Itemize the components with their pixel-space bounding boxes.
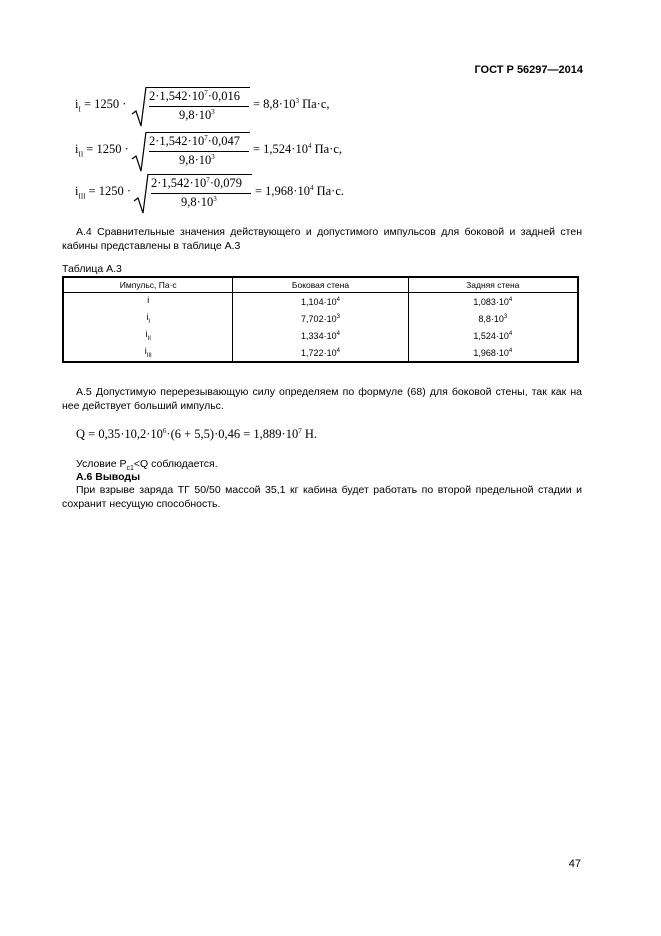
table-cell: $i_{III}$: [144, 346, 152, 359]
fraction-denominator: $9,8\cdot 10^3$: [181, 195, 217, 210]
column-header: Боковая стена: [233, 277, 408, 293]
conclusion-paragraph: При взрыве заряда ТГ 50/50 массой 35,1 кг кабина будет работать по второй предельной стадии и сохранит несущую способность.: [62, 484, 582, 510]
table-cell: $1,524\cdot 10^4$: [408, 327, 578, 344]
table-caption: Таблица А.3: [62, 263, 122, 275]
sqrt-bar: [146, 87, 250, 88]
impulse-table: [62, 276, 579, 363]
formula-i2: [75, 131, 385, 175]
formula-result: = $1,524\cdot 10^4$ Па·с,: [253, 142, 343, 157]
fraction-numerator: $2\cdot 1,542\cdot 10^7\cdot 0,047$: [149, 134, 240, 149]
table-cell: $i_{II}$: [145, 329, 151, 342]
table-row: [63, 344, 578, 362]
table-cell: $i_I$: [146, 312, 151, 325]
fraction-line: [149, 106, 249, 107]
sqrt-bar: [148, 174, 252, 175]
document-header: ГОСТ Р 56297—2014: [474, 64, 583, 76]
fraction-denominator: $9,8\cdot 10^3$: [179, 108, 215, 123]
section-title: А.6 Выводы: [76, 471, 141, 483]
column-header: Импульс, Па·с: [63, 277, 233, 293]
paragraph-a4: А.4 Сравнительные значения действующего и допустимого импульсов для боковой и задней стен кабины представлены в таблице А.3: [62, 226, 582, 252]
table-cell: $1,334\cdot 10^4$: [233, 327, 408, 344]
formula-q: $Q = 0,35\cdot 10,2\cdot 10^6\cdot(6 + 5,5)\cdot 0,46 = 1,889\cdot 10^7$ Н.: [76, 427, 317, 442]
table-cell: $1,083\cdot 10^4$: [408, 293, 578, 311]
fraction-denominator: $9,8\cdot 10^3$: [179, 153, 215, 168]
table-cell: $1,968\cdot 10^4$: [408, 344, 578, 362]
table-cell: $1,104\cdot 10^4$: [233, 293, 408, 311]
table-row: [63, 327, 578, 344]
fraction-numerator: $2\cdot 1,542\cdot 10^7\cdot 0,016$: [149, 89, 240, 104]
sqrt-sign: [131, 86, 147, 128]
formula-lhs: $i_I = 1250$ ·: [75, 97, 127, 114]
formula-i1: [75, 86, 375, 130]
sqrt-sign: [131, 131, 147, 173]
table-cell: $7,702\cdot 10^3$: [233, 310, 408, 327]
table-row: [63, 310, 578, 327]
condition-line: Условие $P_{с1}<Q$ соблюдается.: [76, 458, 218, 473]
sqrt-sign: [133, 173, 149, 215]
table-header-row: [63, 277, 578, 293]
formula-result: = $1,968\cdot 10^4$ Па·с.: [255, 184, 345, 199]
fraction-numerator: $2\cdot 1,542\cdot 10^7\cdot 0,079$: [151, 176, 242, 191]
formula-lhs: $i_{II} = 1250$ ·: [75, 142, 129, 159]
fraction-line: [151, 193, 251, 194]
table-row: [63, 293, 578, 311]
formula-lhs: $i_{III} = 1250$ ·: [75, 184, 132, 201]
table-cell: $1,722\cdot 10^4$: [233, 344, 408, 362]
column-header: Задняя стена: [408, 277, 578, 293]
paragraph-a5: А.5 Допустимую перерезывающую силу определяем по формуле (68) для боковой стены, так как на нее действует больший импульс.: [62, 386, 582, 412]
table-cell: i: [147, 295, 150, 306]
formula-i3: [75, 173, 395, 217]
sqrt-bar: [146, 132, 250, 133]
table-cell: $8,8\cdot 10^3$: [408, 310, 578, 327]
formula-result: = $8,8\cdot 10^3$ Па·с,: [253, 97, 330, 112]
fraction-line: [149, 151, 249, 152]
page-number: 47: [568, 858, 581, 870]
